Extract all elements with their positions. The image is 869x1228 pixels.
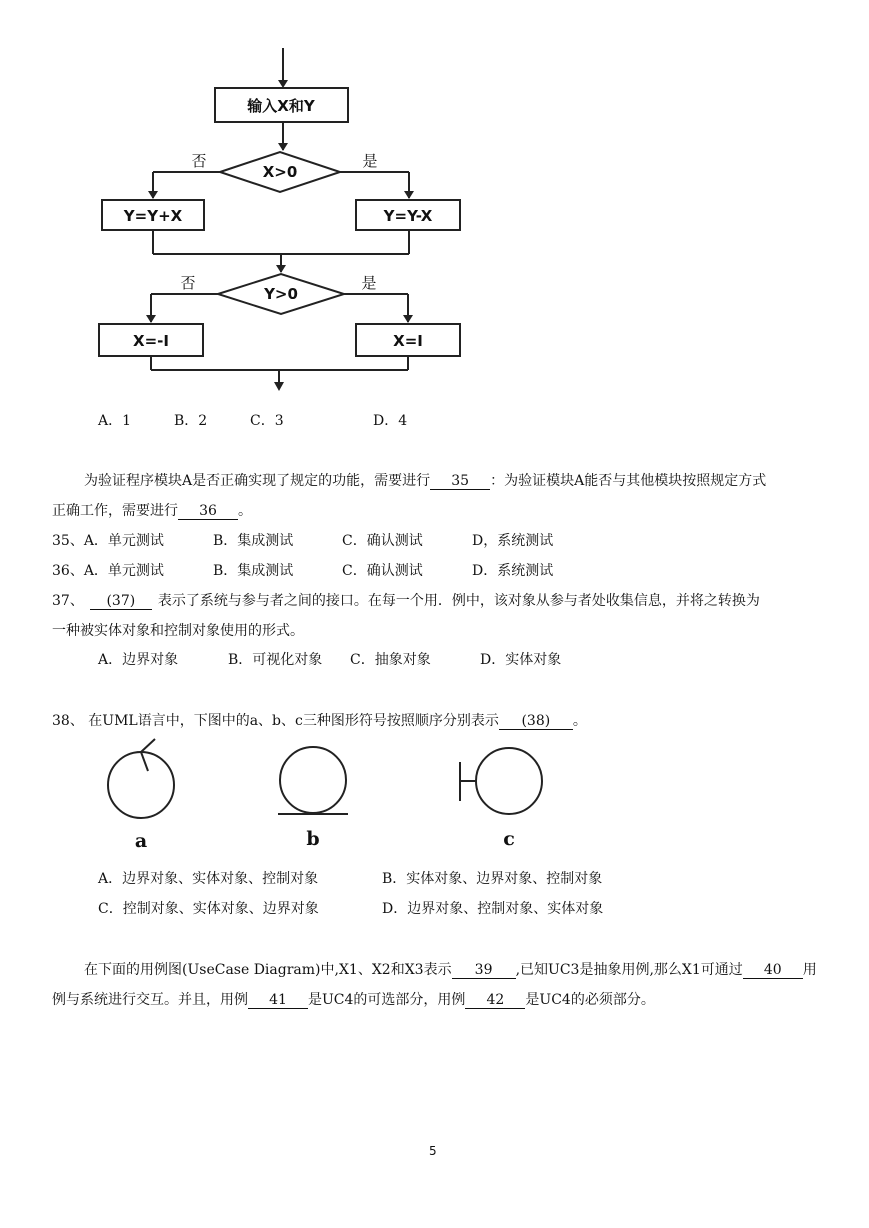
q37-option-d: D．实体对象: [480, 652, 562, 668]
q35-line-1: [84, 470, 766, 490]
flowchart: [0, 0, 869, 400]
entity-object-symbol: [280, 747, 346, 813]
symbol-c-label: c: [503, 828, 515, 850]
decision-1-yes-label: 是: [362, 152, 378, 170]
prev-option-d: D．4: [373, 413, 408, 429]
q35-option-b: B．集成测试: [213, 533, 294, 549]
blank-37: (37): [90, 593, 152, 610]
decision-2-no-label: 否: [180, 274, 196, 292]
q39-text-b: ,已知UC3是抽象用例,那么X1可通过: [515, 962, 743, 978]
q38-text-pre: 38、 在UML语言中，下图中的a、b、c三种图形符号按照顺序分别表示: [52, 713, 499, 729]
prev-option-b: B．2: [174, 413, 208, 429]
boundary-object-symbol: [476, 748, 542, 814]
q36-option-a: 36、A．单元测试: [52, 563, 164, 579]
q35-option-a: 35、A．单元测试: [52, 533, 164, 549]
q38-option-b: B．实体对象、边界对象、控制对象: [382, 871, 603, 887]
q37-line-1: [52, 590, 760, 610]
q37-text: 表示了系统与参与者之间的接口。在每一个用．例中，该对象从参与者处收集信息，并将之转换为: [157, 593, 760, 609]
q37-line-2: 一种被实体对象和控制对象使用的形式。: [52, 623, 304, 639]
q39-text-a: 在下面的用例图(UseCase Diagram)中,X1、X2和X3表示: [84, 962, 452, 978]
q36-text-post: 。: [238, 503, 252, 519]
prev-option-c: C．3: [250, 413, 284, 429]
q39-text-c: 用: [802, 962, 817, 978]
blank-39: 39: [452, 962, 516, 979]
process-right-2-label: X=I: [393, 332, 423, 350]
blank-35: 35: [430, 473, 490, 490]
q37-option-c: C．抽象对象: [350, 652, 431, 668]
q41-text-b: 是UC4的可选部分，用例: [308, 992, 466, 1008]
blank-42: 42: [465, 992, 525, 1009]
blank-41: 41: [248, 992, 308, 1009]
q41-text-a: 例与系统进行交互。并且，用例: [52, 992, 248, 1008]
symbol-a-label: a: [134, 830, 148, 852]
page-number: 5: [429, 1144, 437, 1158]
decision-1-no-label: 否: [191, 152, 207, 170]
blank-36: 36: [178, 503, 238, 520]
process-left-1-label: Y=Y+X: [123, 207, 183, 225]
blank-38: (38): [499, 713, 573, 730]
uml-symbols: [0, 735, 869, 855]
process-left-2-label: X=-I: [133, 332, 169, 350]
q38-option-a: A．边界对象、实体对象、控制对象: [98, 871, 319, 887]
q35-text-pre: 为验证程序模块A是否正确实现了规定的功能，需要进行: [84, 473, 431, 489]
decision-2-yes-label: 是: [361, 274, 377, 292]
prev-option-a: A．1: [98, 413, 132, 429]
symbol-b-label: b: [306, 828, 320, 850]
q38-line: [52, 710, 587, 730]
q35-option-d: D，系统测试: [472, 533, 554, 549]
q38-option-c: C．控制对象、实体对象、边界对象: [98, 901, 319, 917]
input-box-label: 输入X和Y: [247, 97, 315, 115]
q39-line-2: [52, 989, 655, 1009]
q39-line-1: [84, 959, 817, 979]
q35-option-c: C．确认测试: [342, 533, 423, 549]
q36-text-pre: 正确工作，需要进行: [52, 503, 178, 519]
decision-1-label: X>0: [262, 163, 298, 181]
process-right-1-label: Y=Y-X: [383, 207, 433, 225]
q36-line-2: [52, 500, 252, 520]
q36-option-d: D．系统测试: [472, 563, 554, 579]
blank-40: 40: [743, 962, 803, 979]
q38-option-d: D．边界对象、控制对象、实体对象: [382, 901, 604, 917]
q37-option-a: A．边界对象: [98, 652, 179, 668]
q38-text-post: 。: [572, 713, 587, 729]
q35-text-post: ：为验证模块A能否与其他模块按照规定方式: [490, 473, 767, 489]
q36-option-c: C．确认测试: [342, 563, 423, 579]
decision-2-label: Y>0: [264, 285, 298, 303]
q37-option-b: B．可视化对象: [228, 652, 323, 668]
q37-number: 37、: [52, 593, 84, 609]
q36-option-b: B．集成测试: [213, 563, 294, 579]
control-object-symbol: [108, 752, 174, 818]
q42-text: 是UC4的必须部分。: [525, 992, 655, 1008]
